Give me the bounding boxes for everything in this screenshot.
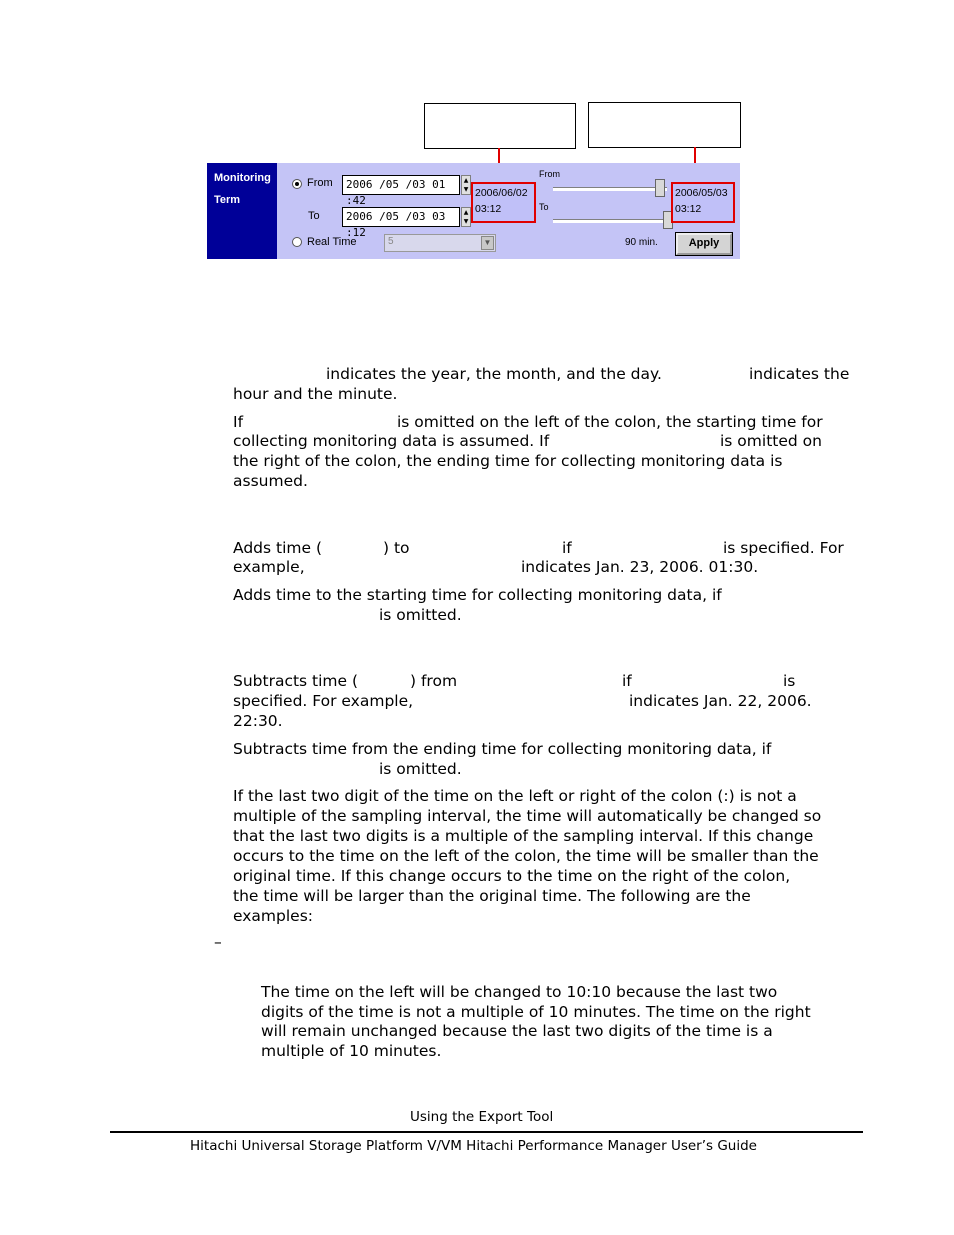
text-line: Subtracts time from the ending time for collecting monitoring data, if — [233, 740, 772, 758]
to-spinner[interactable]: ▲ ▼ — [461, 207, 471, 227]
chevron-down-icon: ▼ — [481, 236, 494, 250]
from-radio[interactable] — [292, 179, 302, 189]
text-line: Adds time ( — [233, 539, 323, 557]
text-line: the time will be larger than the original time. The following are the — [233, 887, 751, 905]
slider-to-track[interactable] — [553, 219, 671, 223]
footer-rule — [110, 1131, 863, 1133]
text-line: collecting monitoring data is assumed. If — [233, 432, 550, 450]
realtime-label: Real Time — [307, 236, 357, 248]
from-date-highlight-line2: 03:12 — [475, 203, 502, 215]
panel-label-line1: Monitoring — [214, 172, 271, 184]
text-line: multiple of the sampling interval, the time will automatically be changed so — [233, 807, 822, 825]
monitoring-term-panel — [207, 163, 740, 259]
from-datetime-input[interactable]: 2006 /05 /03 01 :42 — [342, 175, 460, 195]
text-line: the right of the colon, the ending time for collecting monitoring data is — [233, 452, 783, 470]
text-line: multiple of 10 minutes. — [261, 1042, 442, 1060]
text-line: if — [622, 672, 632, 690]
text-line: hour and the minute. — [233, 385, 398, 403]
duration-label: 90 min. — [625, 237, 658, 248]
text-line: examples: — [233, 907, 314, 925]
slider-to-label: To — [539, 202, 549, 212]
text-line: will remain unchanged because the last two digits of the time is a — [261, 1022, 773, 1040]
apply-button[interactable]: Apply — [676, 233, 732, 255]
from-date-highlight — [471, 182, 536, 223]
text-line: If the last two digit of the time on the left or right of the colon (:) is not a — [233, 787, 797, 805]
from-date-highlight-line1: 2006/06/02 — [475, 187, 528, 199]
realtime-select-value: 5 — [388, 236, 394, 247]
to-date-highlight-line2: 03:12 — [675, 203, 702, 215]
text-line: Subtracts time ( — [233, 672, 359, 690]
text-line: is omitted on — [720, 432, 822, 450]
list-dash: – — [214, 933, 222, 951]
callout-box-left — [424, 103, 576, 149]
text-line: ) from — [410, 672, 458, 690]
from-spinner[interactable]: ▲ ▼ — [461, 175, 471, 195]
panel-label-line2: Term — [214, 194, 241, 206]
text-line: assumed. — [233, 472, 308, 490]
text-line: is omitted on the left of the colon, the starting time for — [397, 413, 823, 431]
text-line: original time. If this change occurs to the time on the right of the colon, — [233, 867, 791, 885]
realtime-select[interactable] — [384, 234, 496, 252]
text-line: that the last two digits is a multiple of the sampling interval. If this change — [233, 827, 814, 845]
text-line: occurs to the time on the left of the colon, the time will be smaller than the — [233, 847, 819, 865]
from-label: From — [307, 177, 333, 189]
text-line: indicates the — [749, 365, 850, 383]
text-line: indicates the year, the month, and the day. — [326, 365, 662, 383]
text-line: example, — [233, 558, 305, 576]
to-datetime-input[interactable]: 2006 /05 /03 03 :12 — [342, 207, 460, 227]
to-date-highlight-line1: 2006/05/03 — [675, 187, 728, 199]
text-line: 22:30. — [233, 712, 283, 730]
footer-section: Using the Export Tool — [410, 1109, 554, 1125]
text-line: Adds time to the starting time for collecting monitoring data, if — [233, 586, 722, 604]
text-line: digits of the time is not a multiple of 10 minutes. The time on the right — [261, 1003, 811, 1021]
slider-from-thumb[interactable] — [655, 179, 665, 197]
text-line: specified. For example, — [233, 692, 414, 710]
text-line: indicates Jan. 22, 2006. — [629, 692, 812, 710]
text-line: is omitted. — [379, 606, 462, 624]
text-line: is — [783, 672, 796, 690]
footer-title: Hitachi Universal Storage Platform V/VM Hitachi Performance Manager User’s Guide — [190, 1138, 757, 1154]
to-date-highlight — [671, 182, 735, 223]
text-line: indicates Jan. 23, 2006. 01:30. — [521, 558, 759, 576]
text-line: If — [233, 413, 244, 431]
text-line: The time on the left will be changed to 10:10 because the last two — [261, 983, 778, 1001]
realtime-radio[interactable] — [292, 237, 302, 247]
text-line: is omitted. — [379, 760, 462, 778]
slider-from-track[interactable] — [553, 187, 667, 191]
callout-box-right — [588, 102, 741, 148]
slider-from-label: From — [539, 169, 560, 179]
to-label: To — [308, 210, 320, 222]
panel-label — [207, 163, 277, 259]
text-line: ) to — [383, 539, 410, 557]
text-line: is specified. For — [723, 539, 844, 557]
text-line: if — [562, 539, 572, 557]
